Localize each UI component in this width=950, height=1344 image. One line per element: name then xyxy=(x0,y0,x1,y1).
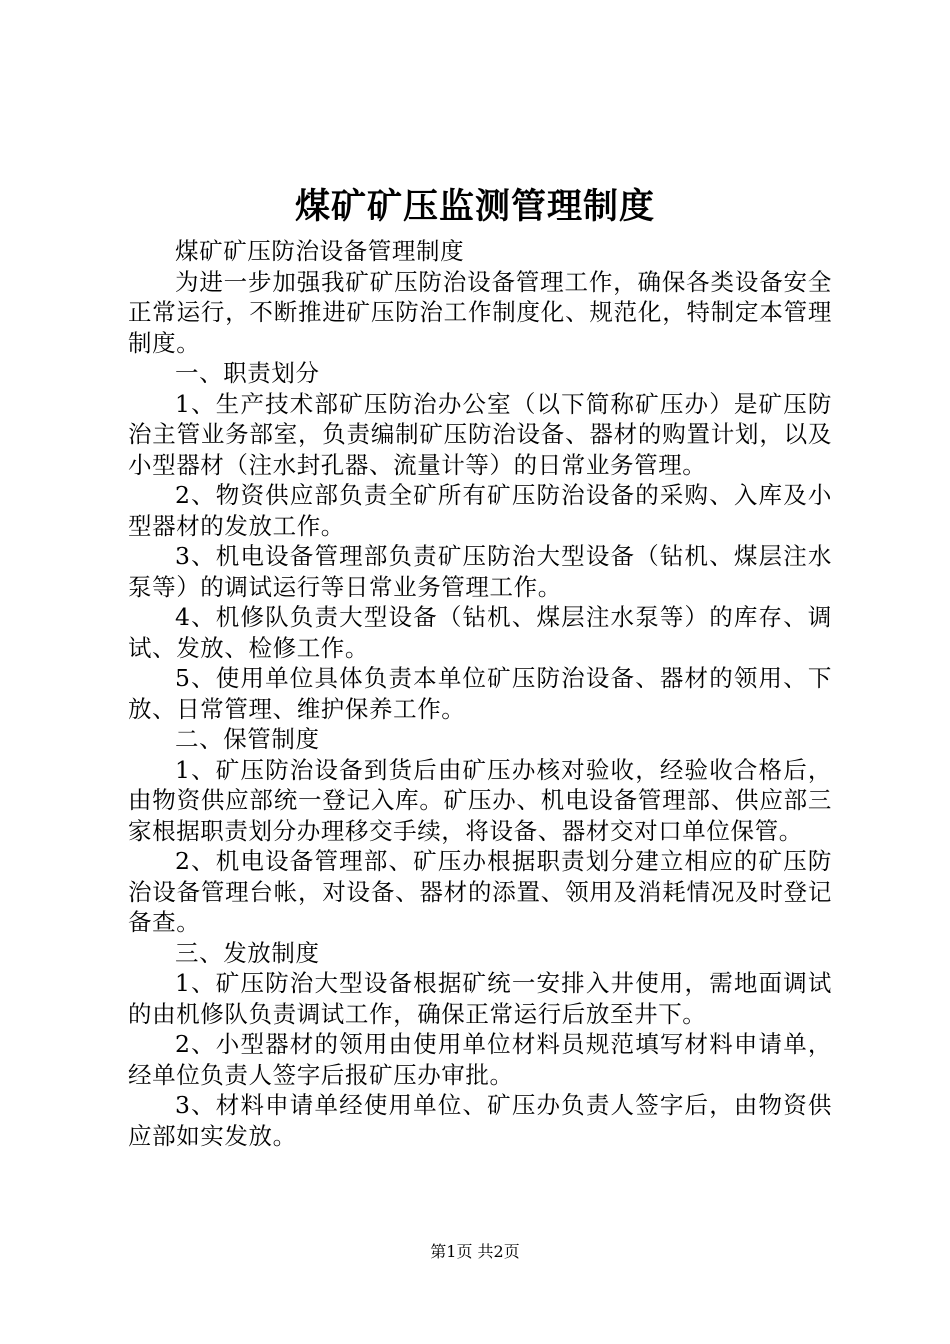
paragraph: 2、机电设备管理部、矿压办根据职责划分建立相应的矿压防治设备管理台帐，对设备、器材的添置、领用及消耗情况及时登记备查。 xyxy=(128,847,832,936)
paragraph: 1、生产技术部矿压防治办公室（以下简称矿压办）是矿压防治主管业务部室，负责编制矿压防治设备、器材的购置计划，以及小型器材（注水封孔器、流量计等）的日常业务管理。 xyxy=(128,389,832,479)
paragraph: 2、物资供应部负责全矿所有矿压防治设备的采购、入库及小型器材的发放工作。 xyxy=(128,481,832,540)
paragraph: 为进一步加强我矿矿压防治设备管理工作，确保各类设备安全正常运行，不断推进矿压防治工作制度化、规范化，特制定本管理制度。 xyxy=(128,267,832,357)
paragraph: 2、小型器材的领用由使用单位材料员规范填写材料申请单，经单位负责人签字后报矿压办审批。 xyxy=(128,1030,832,1089)
page-number-footer: 第1页 共2页 xyxy=(430,1242,520,1261)
section-heading: 三、发放制度 xyxy=(175,938,320,967)
paragraph: 3、材料申请单经使用单位、矿压办负责人签字后，由物资供应部如实发放。 xyxy=(128,1091,832,1150)
paragraph: 1、矿压防治设备到货后由矿压办核对验收，经验收合格后，由物资供应部统一登记入库。矿压办、机电设备管理部、供应部三家根据职责划分办理移交手续，将设备、器材交对口单位保管。 xyxy=(128,755,832,845)
paragraph: 4、机修队负责大型设备（钻机、煤层注水泵等）的库存、调试、发放、检修工作。 xyxy=(128,603,832,662)
paragraph: 煤矿矿压防治设备管理制度 xyxy=(175,237,465,265)
section-heading: 二、保管制度 xyxy=(175,725,320,753)
paragraph: 5、使用单位具体负责本单位矿压防治设备、器材的领用、下放、日常管理、维护保养工作。 xyxy=(128,664,832,723)
paragraph: 1、矿压防治大型设备根据矿统一安排入井使用，需地面调试的由机修队负责调试工作，确保正常运行后放至井下。 xyxy=(128,969,832,1028)
section-heading: 一、职责划分 xyxy=(175,359,320,387)
paragraph: 3、机电设备管理部负责矿压防治大型设备（钻机、煤层注水泵等）的调试运行等日常业务管理工作。 xyxy=(128,542,832,601)
document-title: 煤矿矿压监测管理制度 xyxy=(294,186,655,227)
document-body xyxy=(128,236,832,1151)
